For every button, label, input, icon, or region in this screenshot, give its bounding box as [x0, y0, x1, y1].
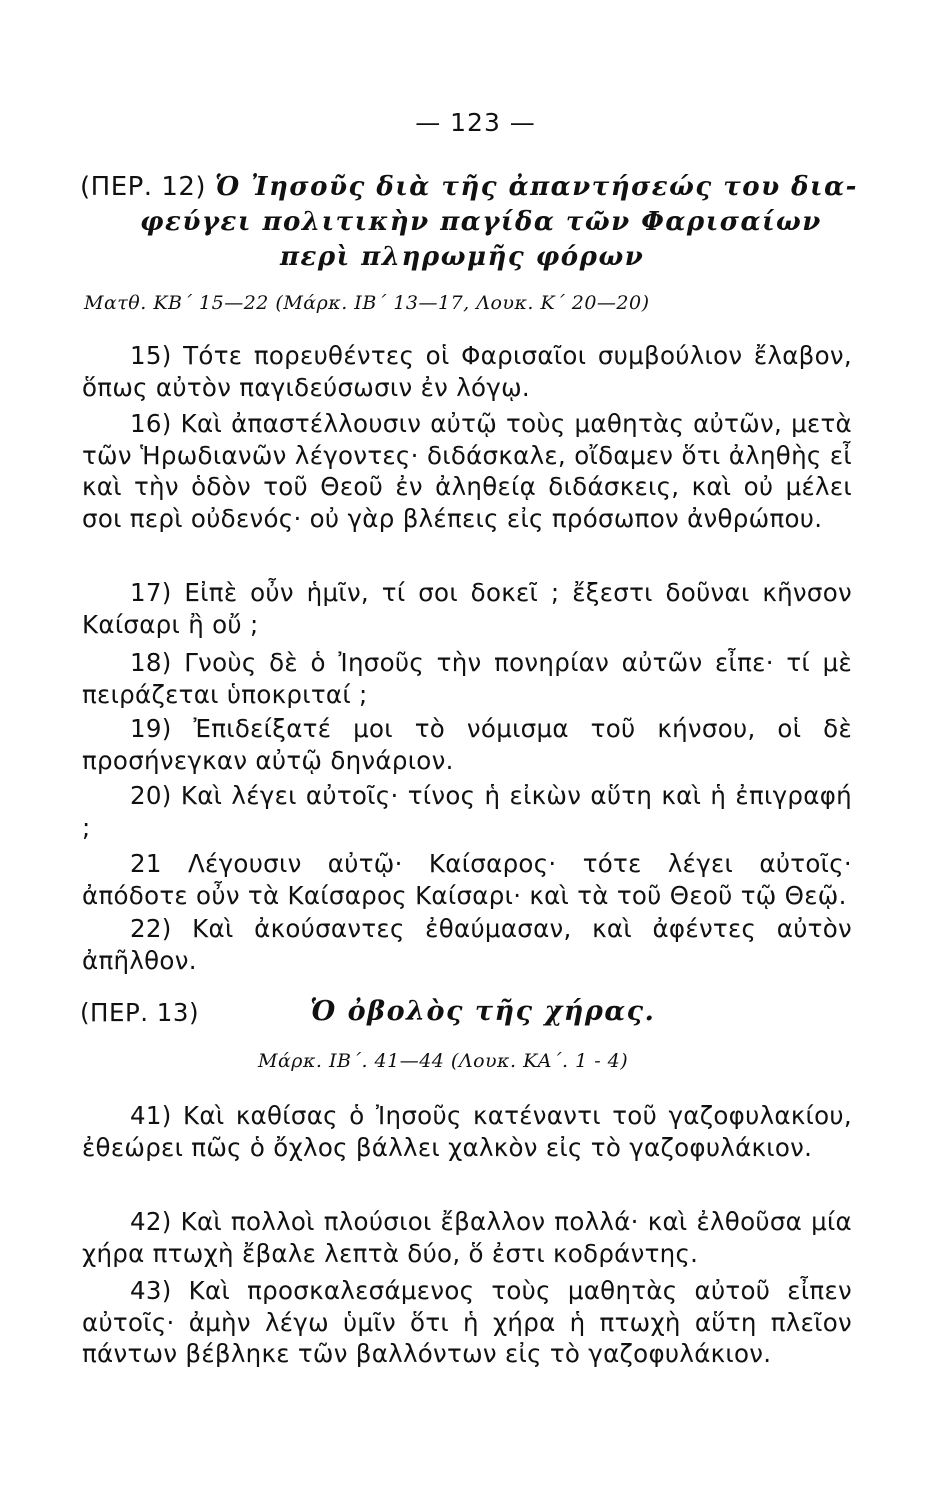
section-12-label: (ΠΕΡ. 12) [80, 172, 207, 202]
section-13-title: Ὁ ὀβολὸς τῆς χήρας. [310, 996, 656, 1027]
section-13-label: (ΠΕΡ. 13) [80, 998, 200, 1027]
verse-18: 18) Γνοὺς δὲ ὁ Ἰησοῦς τὴν πονηρίαν αὐτῶν εἶπε· τί μὲ πειράζεται ὑποκριταί ; [82, 648, 852, 709]
page-number: — 123 — [415, 108, 536, 137]
section-12-title-line-3: περὶ πληρωμῆς φόρων [280, 242, 645, 272]
verse-43: 43) Καὶ προσκαλεσάμενος τοὺς μαθητὰς αὐτοῦ εἶπεν αὐτοῖς· ἀμὴν λέγω ὑμῖν ὅτι ἡ χήρα ἡ πτωχὴ αὕτη πλεῖον πάντων βέβληκε τῶν βαλλόντων εἰς τὸ γαζοφυλάκιον. [82, 1276, 852, 1368]
section-12-title-text-1: Ὁ Ἰησοῦς διὰ τῆς ἀπαντήσεώς του δια- [214, 172, 858, 202]
verse-42: 42) Καὶ πολλοὶ πλούσιοι ἔβαλλον πολλά· καὶ ἐλθοῦσα μία χήρα πτωχὴ ἔβαλε λεπτὰ δύο, ὅ ἐστι κοδράντης. [82, 1207, 852, 1268]
verse-21: 21 Λέγουσιν αὐτῷ· Καίσαρος· τότε λέγει αὐτοῖς· ἀπόδοτε οὖν τὰ Καίσαρος Καίσαρι· καὶ τὰ τοῦ Θεοῦ τῷ Θεῷ. [82, 849, 852, 910]
section-12-heading [80, 172, 880, 272]
section-13-references: Μάρκ. ΙΒ΄. 41—44 (Λουκ. ΚΑ΄. 1 - 4) [258, 1050, 629, 1072]
verse-22: 22) Καὶ ἀκούσαντες ἐθαύμασαν, καὶ ἀφέντες αὐτὸν ἀπῆλθον. [82, 914, 852, 975]
verse-16: 16) Καὶ ἀπαστέλλουσιν αὐτῷ τοὺς μαθητὰς αὐτῶν, μετὰ τῶν Ἡρωδιανῶν λέγοντες· διδάσκαλε, οἴδαμεν ὅτι ἀληθὴς εἶ καὶ τὴν ὁδὸν τοῦ Θεοῦ ἐν ἀληθείᾳ διδάσκεις, καὶ οὐ μέλει σοι περὶ οὐδενός· οὐ γὰρ βλέπεις εἰς πρόσωπον ἀνθρώπου. [82, 409, 852, 533]
section-12-title-line-2: φεύγει πολιτικὴν παγίδα τῶν Φαρισαίων [140, 207, 822, 237]
verse-17: 17) Εἰπὲ οὖν ἡμῖν, τί σοι δοκεῖ ; ἔξεστι δοῦναι κῆνσον Καίσαρι ἢ οὔ ; [82, 578, 852, 639]
verse-20: 20) Καὶ λέγει αὐτοῖς· τίνος ἡ εἰκὼν αὕτη καὶ ἡ ἐπιγραφή ; [82, 781, 852, 842]
verse-19: 19) Ἐπιδείξατέ μοι τὸ νόμισμα τοῦ κήνσου, οἱ δὲ προσήνεγκαν αὐτῷ δηνάριον. [82, 714, 852, 775]
section-12-title-line-1 [80, 172, 858, 202]
verse-15: 15) Τότε πορευθέντες οἱ Φαρισαῖοι συμβούλιον ἔλαβον, ὅπως αὐτὸν παγιδεύσωσιν ἐν λόγῳ. [82, 341, 852, 402]
section-12-references: Ματθ. ΚΒ΄ 15—22 (Μάρκ. ΙΒ΄ 13—17, Λουκ. Κ΄ 20—20) [84, 292, 650, 314]
verse-41: 41) Καὶ καθίσας ὁ Ἰησοῦς κατέναντι τοῦ γαζοφυλακίου, ἐθεώρει πῶς ὁ ὄχλος βάλλει χαλκὸν εἰς τὸ γαζοφυλάκιον. [82, 1101, 852, 1162]
